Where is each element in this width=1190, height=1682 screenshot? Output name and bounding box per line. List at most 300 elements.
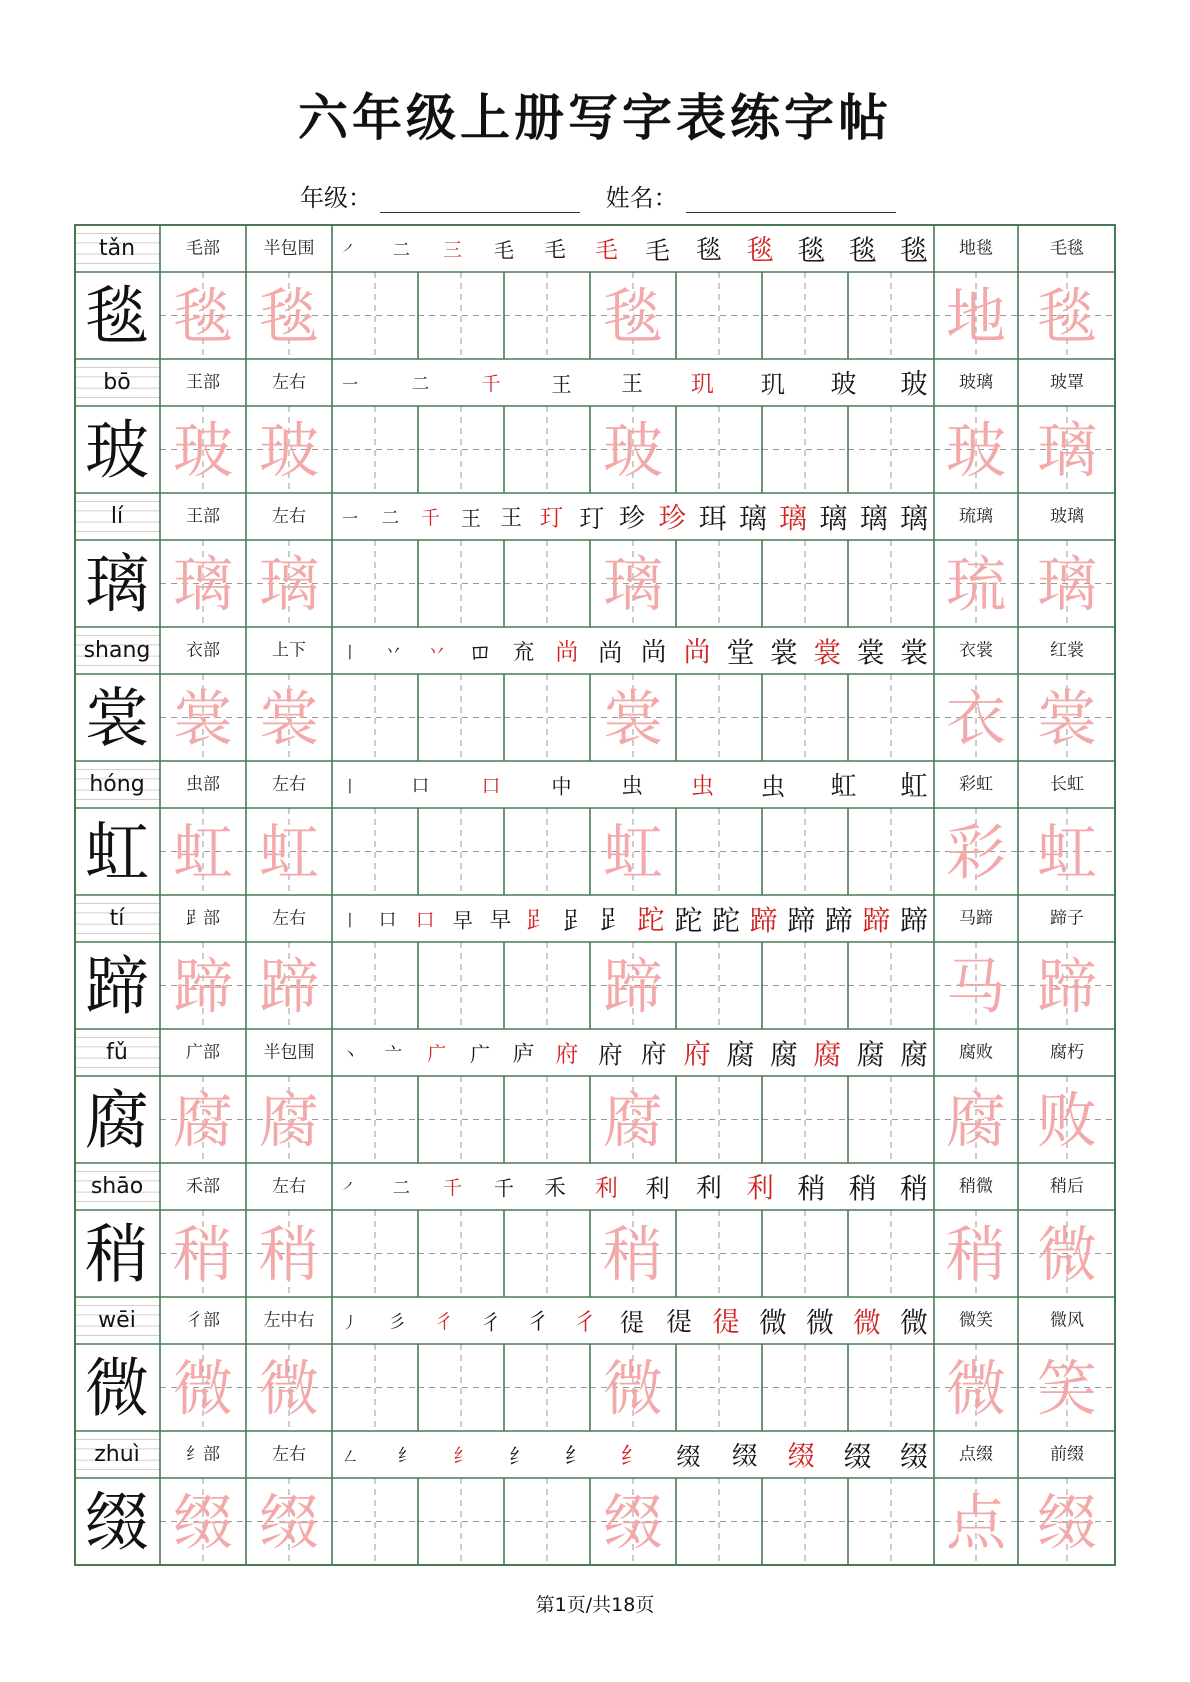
writing-box[interactable] [849, 1077, 933, 1162]
trace-character: 虹 [173, 818, 233, 889]
stroke-order-glyph: ㇜ [341, 1447, 359, 1466]
stroke-order-glyph: 丨 [341, 777, 359, 796]
stroke-order-glyph: 𫩏 [470, 640, 491, 665]
trace-word-character: 琉 [946, 550, 1006, 621]
stroke-order-glyph: 毯 [899, 234, 929, 267]
trace-word-character: 马 [946, 952, 1006, 1023]
stroke-order-glyph: 珍 [658, 503, 686, 534]
structure-label: 左中右 [263, 1310, 315, 1331]
stroke-order-glyph: 王 [500, 506, 522, 531]
vocab-word: 玻璃 [1050, 506, 1084, 527]
trace-character: 毯 [173, 282, 233, 353]
stroke-order-glyph: 禾 [544, 1176, 566, 1201]
stroke-order-glyph: 腐 [856, 1038, 885, 1071]
writing-box[interactable] [677, 407, 761, 492]
writing-box[interactable] [419, 1345, 503, 1430]
stroke-order-glyph: 利 [696, 1173, 722, 1204]
vocab-word: 蹄子 [1050, 908, 1084, 929]
trace-character: 微 [173, 1354, 233, 1425]
writing-box[interactable] [849, 273, 933, 358]
practice-sheet [74, 224, 1116, 1562]
radical-label: 毛部 [186, 238, 220, 259]
vocab-word: 微笑 [959, 1310, 993, 1331]
writing-box[interactable] [849, 809, 933, 894]
stroke-order-glyph: 纟 [397, 1446, 416, 1467]
trace-word-character: 点 [946, 1488, 1006, 1559]
stroke-order-glyph: 丷 [384, 642, 403, 663]
model-character: 玻 [85, 414, 149, 489]
pinyin-label: hóng [89, 772, 145, 797]
trace-character: 璃 [173, 550, 233, 621]
writing-box[interactable] [333, 273, 417, 358]
writing-box[interactable] [677, 1211, 761, 1296]
trace-character: 缀 [173, 1488, 233, 1559]
stroke-order-glyph: 毛 [645, 236, 670, 265]
stroke-order-glyph: 徥 [666, 1307, 692, 1338]
structure-label: 左右 [272, 372, 306, 393]
model-character: 毯 [85, 280, 149, 355]
stroke-order-glyph: 口 [378, 910, 397, 931]
trace-character: 裳 [259, 684, 319, 755]
writing-box[interactable] [419, 273, 503, 358]
radical-label: 王部 [186, 372, 220, 393]
vocab-word: 稍微 [959, 1176, 993, 1197]
model-character: 璃 [85, 548, 149, 623]
writing-box[interactable] [505, 1211, 589, 1296]
radical-label: 𧾷部 [186, 908, 220, 929]
trace-character: 蹄 [259, 952, 319, 1023]
stroke-order-glyph: 玻 [830, 369, 857, 400]
stroke-order-glyph: 𧾷 [600, 905, 627, 936]
trace-word-character: 裳 [1037, 684, 1097, 755]
stroke-order-glyph: 口 [415, 910, 435, 931]
trace-character: 稍 [259, 1220, 319, 1291]
trace-character: 缀 [259, 1488, 319, 1559]
stroke-order-glyph: 二 [392, 1178, 410, 1199]
model-character: 缀 [85, 1486, 149, 1561]
stroke-order-glyph: 彳 [573, 1309, 597, 1336]
writing-box[interactable] [505, 1479, 589, 1564]
practice-grid [74, 224, 1116, 1566]
stroke-order-glyph: 毯 [746, 235, 774, 266]
writing-box[interactable] [333, 1345, 417, 1430]
writing-box[interactable] [763, 675, 847, 760]
writing-box[interactable] [333, 1211, 417, 1296]
stroke-order-glyph: 跎 [674, 904, 703, 937]
trace-character: 虹 [259, 818, 319, 889]
trace-word-character: 微 [946, 1354, 1006, 1425]
stroke-order-glyph: 缀 [899, 1440, 929, 1473]
stroke-order-glyph: 缀 [843, 1440, 872, 1473]
stroke-order-glyph: 堂 [726, 636, 755, 669]
writing-box[interactable] [505, 407, 589, 492]
stroke-order-glyph: 千 [443, 1178, 462, 1199]
radical-label: 衣部 [186, 640, 220, 661]
stroke-order-glyph: 毛 [493, 238, 514, 263]
structure-label: 上下 [272, 640, 306, 661]
writing-box[interactable] [333, 1077, 417, 1162]
model-character: 稍 [85, 1218, 149, 1293]
stroke-order-glyph: 丿 [341, 1313, 359, 1332]
radical-label: 纟部 [186, 1444, 220, 1465]
writing-box[interactable] [333, 1479, 417, 1564]
writing-box[interactable] [677, 809, 761, 894]
trace-word-character: 腐 [946, 1086, 1006, 1157]
pinyin-label: wēi [98, 1308, 136, 1333]
trace-character: 璃 [603, 550, 663, 621]
grade-label: 年级： [300, 184, 372, 212]
stroke-order-glyph: 丨 [341, 911, 359, 930]
stroke-order-glyph: 蹄 [749, 904, 778, 937]
stroke-order-glyph: 璃 [899, 502, 929, 535]
stroke-order-glyph: 尚 [598, 638, 623, 667]
writing-box[interactable] [505, 943, 589, 1028]
stroke-order-glyph: 王 [460, 506, 481, 531]
pinyin-label: tí [109, 906, 125, 931]
stroke-order-glyph: 千 [493, 1176, 514, 1201]
vocab-word: 腐败 [959, 1042, 993, 1063]
trace-word-character: 毯 [1037, 282, 1097, 353]
pinyin-label: tǎn [98, 236, 136, 261]
stroke-order-glyph: ㇒ [341, 1179, 359, 1198]
stroke-order-glyph: 尚 [555, 639, 579, 666]
trace-word-character: 璃 [1037, 550, 1097, 621]
trace-word-character: 玻 [946, 416, 1006, 487]
writing-box[interactable] [505, 541, 589, 626]
stroke-order-glyph: 腐 [726, 1038, 755, 1071]
writing-box[interactable] [419, 407, 503, 492]
trace-word-character: 地 [946, 282, 1006, 353]
vocab-word: 地毯 [959, 238, 993, 259]
trace-word-character: 蹄 [1037, 952, 1097, 1023]
name-field[interactable] [686, 186, 896, 213]
stroke-order-glyph: 虫 [760, 772, 786, 801]
stroke-order-glyph: 中 [551, 774, 572, 799]
vocab-word: 红裳 [1050, 640, 1084, 661]
stroke-order-glyph: 玑 [760, 370, 786, 399]
trace-character: 稍 [603, 1220, 663, 1291]
writing-box[interactable] [419, 675, 503, 760]
writing-box[interactable] [763, 1211, 847, 1296]
writing-box[interactable] [419, 1479, 503, 1564]
stroke-order-glyph: 缀 [787, 1441, 815, 1472]
stroke-order-glyph: 徥 [712, 1307, 740, 1338]
writing-box[interactable] [333, 943, 417, 1028]
writing-box[interactable] [763, 1479, 847, 1564]
writing-box[interactable] [419, 1211, 503, 1296]
stroke-order-glyph: 利 [645, 1174, 670, 1203]
writing-box[interactable] [419, 943, 503, 1028]
structure-label: 左右 [272, 506, 306, 527]
stroke-order-glyph: 二 [381, 508, 399, 529]
vocab-word: 稍后 [1050, 1176, 1084, 1197]
trace-word-character: 衣 [946, 684, 1006, 755]
trace-character: 腐 [173, 1086, 233, 1157]
stroke-order-glyph: 利 [746, 1173, 774, 1204]
pinyin-label: zhuì [94, 1442, 140, 1467]
writing-box[interactable] [763, 809, 847, 894]
vocab-word: 马蹄 [959, 908, 993, 929]
stroke-order-glyph: 早 [452, 908, 473, 933]
stroke-order-glyph: 二 [392, 240, 410, 261]
stroke-order-glyph: 㐬 [512, 640, 535, 665]
stroke-order-glyph: 玑 [691, 371, 714, 398]
vocab-word: 衣裳 [959, 640, 993, 661]
writing-box[interactable] [505, 1077, 589, 1162]
stroke-order-glyph: 稍 [797, 1172, 826, 1205]
stroke-order-glyph: ㇒ [341, 241, 359, 260]
trace-character: 缀 [603, 1488, 663, 1559]
structure-label: 左右 [272, 1444, 306, 1465]
stroke-order-glyph: 王 [621, 372, 643, 397]
stroke-order-glyph: 虫 [621, 774, 643, 799]
model-character: 微 [85, 1352, 149, 1427]
writing-box[interactable] [763, 943, 847, 1028]
writing-box[interactable] [505, 273, 589, 358]
stroke-order-glyph: 蹄 [899, 904, 929, 937]
trace-word-character: 彩 [946, 818, 1006, 889]
trace-character: 稍 [173, 1220, 233, 1291]
stroke-order-glyph: 璃 [819, 502, 848, 535]
page-title: 六年级上册写字表练字帖 [298, 88, 892, 147]
trace-character: 裳 [603, 684, 663, 755]
stroke-order-glyph: 裳 [769, 636, 798, 669]
name-label: 姓名： [605, 184, 678, 212]
stroke-order-glyph: 腐 [899, 1038, 929, 1071]
writing-box[interactable] [763, 1345, 847, 1430]
writing-box[interactable] [677, 273, 761, 358]
vocab-word: 琉璃 [959, 506, 993, 527]
pinyin-label: shāo [90, 1174, 144, 1199]
stroke-order-glyph: 璃 [779, 502, 808, 535]
trace-character: 蹄 [603, 952, 663, 1023]
stroke-order-glyph: 纟 [453, 1446, 473, 1467]
writing-box[interactable] [763, 541, 847, 626]
writing-box[interactable] [849, 541, 933, 626]
stroke-order-glyph: 玻 [900, 369, 928, 400]
pinyin-label: lí [110, 504, 124, 529]
model-character: 虹 [85, 816, 149, 891]
stroke-order-glyph: 三 [443, 240, 462, 261]
writing-box[interactable] [677, 943, 761, 1028]
stroke-order-glyph: 丨 [341, 643, 359, 662]
structure-label: 半包围 [263, 238, 315, 259]
structure-label: 左右 [272, 774, 306, 795]
vocab-word: 彩虹 [959, 774, 993, 795]
stroke-order-glyph: 𧾷 [563, 906, 588, 935]
writing-box[interactable] [849, 407, 933, 492]
pinyin-label: bō [103, 370, 131, 395]
stroke-order-glyph: 腐 [769, 1038, 798, 1071]
trace-character: 玻 [259, 416, 319, 487]
stroke-order-glyph: 缀 [731, 1441, 758, 1472]
stroke-order-glyph: 利 [594, 1175, 618, 1202]
stroke-order-glyph: 广 [427, 1044, 447, 1065]
trace-character: 玻 [603, 416, 663, 487]
radical-label: 禾部 [186, 1176, 220, 1197]
student-info-line [300, 178, 914, 213]
writing-box[interactable] [849, 943, 933, 1028]
stroke-order-glyph: 蹄 [862, 904, 891, 937]
stroke-order-glyph: 珥 [698, 502, 727, 535]
writing-box[interactable] [763, 407, 847, 492]
stroke-order-glyph: 稍 [848, 1172, 877, 1205]
writing-box[interactable] [419, 1077, 503, 1162]
stroke-order-glyph: 府 [640, 1039, 667, 1070]
trace-character: 腐 [603, 1086, 663, 1157]
trace-character: 蹄 [173, 952, 233, 1023]
stroke-order-glyph: 口 [481, 776, 501, 797]
vocab-word: 玻璃 [959, 372, 993, 393]
stroke-order-glyph: 毯 [848, 234, 877, 267]
writing-box[interactable] [763, 1077, 847, 1162]
writing-box[interactable] [333, 541, 417, 626]
stroke-order-glyph: 虹 [830, 771, 857, 802]
stroke-order-glyph: 裳 [899, 636, 929, 669]
structure-label: 左右 [272, 1176, 306, 1197]
trace-word-character: 虹 [1037, 818, 1097, 889]
stroke-order-glyph: 虹 [900, 771, 928, 802]
stroke-order-glyph: 彳 [480, 1310, 502, 1335]
model-character: 裳 [85, 682, 149, 757]
stroke-order-glyph: 彡 [388, 1312, 406, 1333]
stroke-order-glyph: 微 [899, 1306, 929, 1339]
writing-box[interactable] [333, 407, 417, 492]
stroke-order-glyph: 王 [551, 372, 572, 397]
structure-label: 半包围 [263, 1042, 315, 1063]
writing-box[interactable] [505, 809, 589, 894]
trace-character: 毯 [603, 282, 663, 353]
stroke-order-glyph: 跎 [711, 904, 741, 937]
stroke-order-glyph: 府 [683, 1039, 711, 1070]
stroke-order-glyph: 璃 [859, 502, 888, 535]
stroke-order-glyph: 玎 [579, 504, 604, 533]
stroke-order-glyph: 纟 [620, 1443, 644, 1470]
writing-box[interactable] [849, 1211, 933, 1296]
vocab-word: 长虹 [1050, 774, 1084, 795]
writing-box[interactable] [677, 675, 761, 760]
stroke-order-glyph: 一 [341, 509, 359, 528]
writing-box[interactable] [677, 1345, 761, 1430]
trace-word-character: 笑 [1037, 1354, 1097, 1425]
trace-character: 腐 [259, 1086, 319, 1157]
stroke-order-glyph: 珍 [619, 503, 645, 534]
stroke-order-glyph: 一 [341, 375, 359, 394]
radical-label: 彳部 [186, 1310, 220, 1331]
stroke-order-glyph: 𧾷 [526, 907, 550, 934]
stroke-order-glyph: 纟 [509, 1444, 530, 1469]
vocab-word: 腐朽 [1050, 1042, 1084, 1063]
writing-box[interactable] [419, 809, 503, 894]
stroke-order-glyph: 微 [852, 1306, 882, 1339]
vocab-word: 前缀 [1050, 1444, 1084, 1465]
stroke-order-glyph: 裳 [813, 636, 842, 669]
stroke-order-glyph: 毛 [544, 238, 566, 263]
writing-box[interactable] [849, 1479, 933, 1564]
trace-word-character: 败 [1037, 1086, 1097, 1157]
stroke-order-glyph: 亠 [384, 1044, 403, 1065]
stroke-order-glyph: 纟 [564, 1444, 587, 1469]
stroke-order-glyph: 府 [598, 1040, 623, 1069]
stroke-order-glyph: 璃 [738, 502, 767, 535]
trace-character: 毯 [259, 282, 319, 353]
stroke-order-glyph: 二 [411, 374, 430, 395]
stroke-order-glyph: 早 [489, 908, 512, 933]
radical-label: 广部 [186, 1042, 220, 1063]
stroke-order-glyph: 裳 [856, 636, 885, 669]
writing-box[interactable] [419, 541, 503, 626]
stroke-order-glyph: 徥 [619, 1308, 645, 1337]
trace-word-character: 璃 [1037, 416, 1097, 487]
stroke-order-glyph: 彳 [527, 1310, 549, 1335]
stroke-order-glyph: 丶 [341, 1045, 359, 1064]
stroke-order-glyph: 口 [411, 776, 430, 797]
trace-character: 微 [603, 1354, 663, 1425]
stroke-order-glyph: 蹄 [824, 904, 853, 937]
trace-character: 璃 [259, 550, 319, 621]
stroke-order-glyph: 虫 [691, 773, 714, 800]
stroke-order-glyph: 尚 [640, 637, 667, 668]
model-character: 蹄 [85, 950, 149, 1025]
trace-word-character: 稍 [946, 1220, 1006, 1291]
stroke-order-glyph: 微 [758, 1306, 788, 1339]
vocab-word: 点缀 [959, 1444, 993, 1465]
stroke-order-glyph: 腐 [813, 1038, 842, 1071]
pinyin-label: fǔ [106, 1040, 128, 1065]
radical-label: 虫部 [186, 774, 220, 795]
stroke-order-glyph: 府 [555, 1041, 579, 1068]
writing-box[interactable] [677, 1479, 761, 1564]
writing-box[interactable] [849, 1345, 933, 1430]
vocab-word: 微风 [1050, 1310, 1084, 1331]
stroke-order-glyph: 微 [805, 1306, 835, 1339]
vocab-word: 毛毯 [1050, 238, 1084, 259]
writing-box[interactable] [677, 541, 761, 626]
stroke-order-glyph: 丷 [427, 642, 447, 663]
trace-character: 虹 [603, 818, 663, 889]
writing-box[interactable] [505, 675, 589, 760]
stroke-order-glyph: 尚 [683, 637, 711, 668]
structure-label: 左右 [272, 908, 306, 929]
stroke-order-glyph: 稍 [899, 1172, 929, 1205]
stroke-order-glyph: 蹄 [787, 904, 816, 937]
writing-box[interactable] [333, 675, 417, 760]
writing-box[interactable] [849, 675, 933, 760]
writing-box[interactable] [763, 273, 847, 358]
vocab-word: 玻罩 [1050, 372, 1084, 393]
trace-word-character: 微 [1037, 1220, 1097, 1291]
trace-character: 微 [259, 1354, 319, 1425]
stroke-order-glyph: 广 [470, 1042, 491, 1067]
writing-box[interactable] [505, 1345, 589, 1430]
stroke-order-glyph: 毯 [797, 234, 826, 267]
model-character: 腐 [85, 1084, 149, 1159]
trace-character: 裳 [173, 684, 233, 755]
radical-label: 王部 [186, 506, 220, 527]
grade-field[interactable] [380, 186, 580, 213]
page-number: 第1页/共18页 [535, 1594, 655, 1616]
stroke-order-glyph: 庐 [512, 1042, 535, 1067]
stroke-order-glyph: 千 [421, 508, 440, 529]
stroke-order-glyph: 彳 [434, 1312, 454, 1333]
stroke-order-glyph: 毛 [594, 237, 618, 264]
writing-box[interactable] [333, 809, 417, 894]
stroke-order-glyph: 千 [481, 374, 501, 395]
stroke-order-glyph: 跎 [637, 905, 665, 936]
pinyin-label: shang [83, 638, 151, 663]
writing-box[interactable] [677, 1077, 761, 1162]
stroke-order-glyph: 毯 [696, 235, 722, 266]
